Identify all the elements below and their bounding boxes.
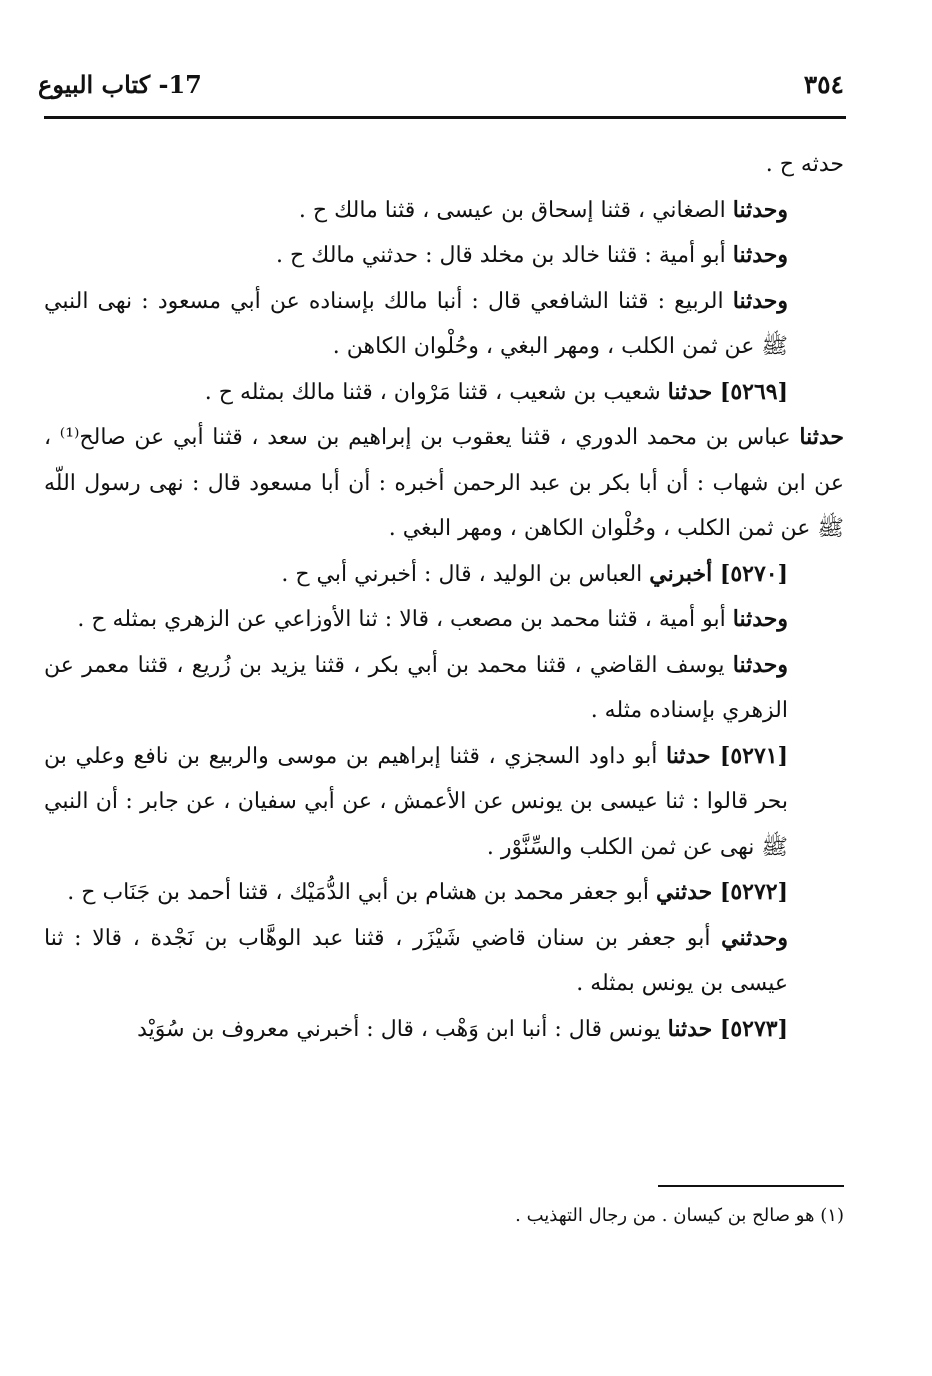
- paragraph: وحدثنا الصغاني ، قثنا إسحاق بن عيسى ، قثنا مالك ح .: [298, 196, 788, 223]
- footnote: (١) هو صالح بن كيسان . من رجال التهذيب .: [515, 1205, 844, 1226]
- paragraph: وحدثني أبو جعفر بن سنان قاضي شَيْزَر ، قثنا عبد الوهَّاب بن نَجْدة ، قالا : ثنا عيسى بن يونس بمثله .: [44, 924, 788, 996]
- chapter-title: 17- كتاب البيوع: [38, 70, 202, 99]
- hadith-5271: [٥٢٧١] حدثنا أبو داود السجزي ، قثنا إبراهيم بن موسى والربيع بن نافع وعلي بن بحر قالوا : ثنا عيسى بن يونس عن الأعمش ، عن أبي سفيان ، عن جابر : أن النبي ﷺ نهى عن ثمن الكلب والسِّنَّوْر .: [44, 742, 788, 860]
- paragraph: حدثه ح .: [765, 152, 844, 177]
- footnote-rule: [658, 1185, 844, 1187]
- page-body: [44, 142, 844, 1052]
- paragraph: وحدثنا أبو أمية : قثنا خالد بن مخلد قال : حدثني مالك ح .: [275, 242, 788, 268]
- paragraph: وحدثنا الربيع : قثنا الشافعي قال : أنبا مالك بإسناده عن أبي مسعود : نهى النبي ﷺ عن ثمن الكلب ، ومهر البغي ، وحُلْوان الكاهن .: [44, 287, 788, 359]
- hadith-5269: [٥٢٦٩] حدثنا شعيب بن شعيب ، قثنا مَرْوان ، قثنا مالك بمثله ح .: [204, 378, 788, 405]
- paragraph: وحدثنا يوسف القاضي ، قثنا محمد بن أبي بكر ، قثنا يزيد بن زُريع ، قثنا معمر عن الزهري بإسناده مثله .: [44, 651, 788, 723]
- paragraph: وحدثنا أبو أمية ، قثنا محمد بن مصعب ، قالا : ثنا الأوزاعي عن الزهري بمثله ح .: [77, 606, 788, 632]
- page-number: ٣٥٤: [803, 70, 844, 99]
- hadith-5270: [٥٢٧٠] أخبرني العباس بن الوليد ، قال : أخبرني أبي ح .: [281, 560, 788, 587]
- hadith-5273: [٥٢٧٣] حدثنا يونس قال : أنبا ابن وَهْب ، قال : أخبرني معروف بن سُوَيْد: [137, 1015, 788, 1042]
- hadith-5272: [٥٢٧٢] حدثني أبو جعفر محمد بن هشام بن أبي الدُّمَيْك ، قثنا أحمد بن جَنَاب ح .: [67, 879, 788, 905]
- paragraph: حدثنا عباس بن محمد الدوري ، قثنا يعقوب بن إبراهيم بن سعد ، قثنا أبي عن صالح⁽¹⁾ ، عن ابن شهاب : أن أبا بكر بن عبد الرحمن أخبره : أن أبا مسعود قال : نهى رسول اللّه ﷺ عن ثمن الكلب ، وحُلْوان الكاهن ، ومهر البغي .: [44, 424, 844, 541]
- page-header: [38, 70, 844, 110]
- header-rule: [44, 116, 846, 119]
